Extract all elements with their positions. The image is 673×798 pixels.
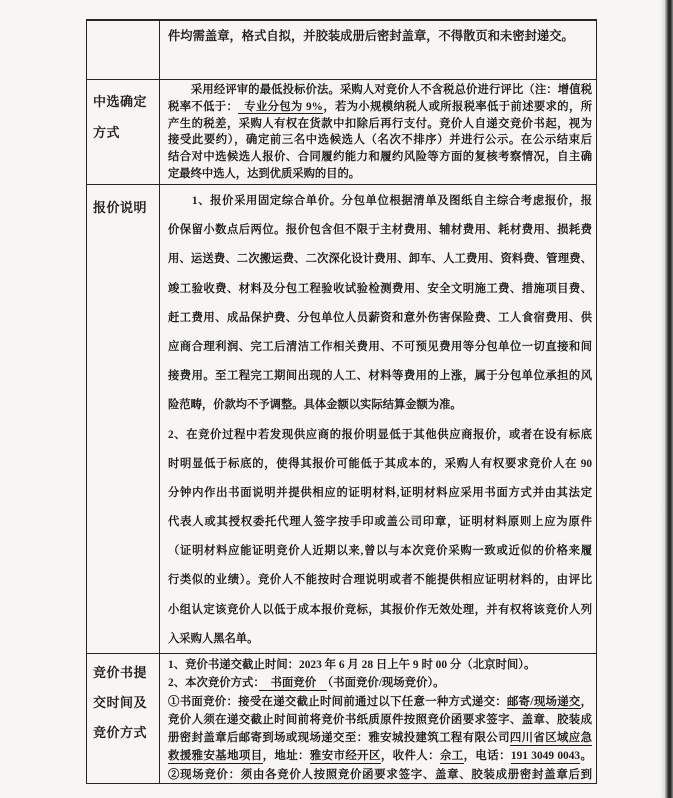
text-line [168,566,592,595]
row-label-quotation-notes: 报价说明 [87,185,160,653]
text-line [168,333,592,362]
scan-edge-shadow [660,0,673,798]
text-segment: 时明显低于标底的，使得其报价可能低于其成本的，采购人有权要求竞价人在 90 [168,457,592,470]
text-segment: ②现场竞价：须由各竞价人按照竞价函要求签字、盖章、胶装成册密封盖章后到 [168,768,592,781]
text-line [168,362,592,391]
text-segment: 2、本次竞价方式： [168,677,260,690]
text-segment: （证明材料应能证明竞价人近期以来,曾以与本次竞价采购一致或近似的价格来履 [168,545,592,558]
text-line [168,656,592,674]
text-line [168,766,592,783]
text-segment: （书面竞价/现场竞价）。 [327,677,445,690]
text-line [168,245,592,274]
text-line [168,99,592,116]
text-line [168,116,592,133]
text-line [168,729,592,747]
text-segment: 代表人或其授权委托代理人签字按手印或盖公司印章，证明材料原则上应为原件 [168,516,592,529]
underlined-text: 书面竞价 [259,677,328,690]
text-line [168,27,592,45]
underlined-text: 救援雅安基地项目 [168,750,263,763]
text-segment: ， [580,695,592,708]
text-line [168,391,592,420]
row-content-quotation-notes [160,185,596,653]
text-segment: 1、报价采用固定综合单价。分包单位根据清单及图纸自主综合考虑报价，报 [168,195,592,207]
text-segment: 赶工费用、成品保护费、分包单位人员薪资和意外伤害保险费、工人食宿费用、供 [168,311,592,324]
text-segment: 件均需盖章，格式自拟，并胶装成册后密封盖章，不得散页和未密封递交。 [168,29,574,43]
text-segment: 小组认定该竞价人以低于成本报价竞标，其报价作无效处理，并有权将该竞价人列 [168,603,592,616]
row-label-selection-method: 中选确定方式 [87,80,160,184]
table-row-submission-time-method [87,654,596,784]
text-segment: 定最终中选人，达到优质采购的目的。 [168,167,361,180]
text-segment: 应商合理利润、完工后清洁工作相关费用、不可预见费用等分包单位一切直接和间 [168,340,592,353]
text-segment: 分钟内作出书面说明并提供相应的证明材料,证明材料应采用书面方式并由其法定 [168,486,592,499]
text-segment: 2、在竞价过程中若发现供应商的报价明显低于其他供应商报价，或者在设有标底 [168,428,592,441]
table-row-quotation-notes [87,185,596,654]
text-segment: 册密封盖章后邮寄到场或现场递交至：雅安城投建筑工程有限公司 [168,732,510,745]
text-line [168,275,592,304]
bidding-terms-table [86,19,597,784]
underlined-text: 佘工 [439,750,464,763]
text-line [168,537,592,566]
text-line [168,187,592,216]
row-label-submission-time-method: 竞价书提交时间及竞价方式 [87,654,160,783]
text-segment: 产生的税差，采购人有权在货款中扣除后再行支付。竞价人自递交竞价书起，视为 [168,117,592,130]
text-segment: 结合对中选候选人报价、合同履约能力和履约风险等方面的复核考察情况，自主确 [168,151,592,164]
table-row-continuation [87,21,596,80]
table-row-selection-method [87,80,596,185]
text-segment: 。 [580,750,592,763]
row-content-continuation [160,21,596,79]
row-label-empty [87,21,160,79]
text-line [168,82,592,99]
text-segment: 采用经评审的最低投标价法。采购人对竞价人不含税总价进行评比（注：增值税 [168,84,592,96]
underlined-text: 邮寄/现场递交 [506,695,581,708]
text-line [168,711,592,729]
text-line [168,508,592,537]
text-segment: ①书面竞价：接受在递交截止时间前通过以下任意一种方式递交： [168,695,507,708]
text-line [168,304,592,333]
underlined-text: 雅安市经开区 [309,750,381,763]
text-segment: ，电话： [463,750,511,763]
text-segment: 入采购人黑名单。 [168,632,259,645]
text-segment: 1、竞价书递交截止时间：2023 年 6 月 28 日上午 9 时 00 分（北京时间）。 [168,659,536,671]
text-line [168,450,592,479]
text-line [168,747,592,765]
underlined-text: 四川省区域应急 [509,732,592,745]
underlined-text: 专业分包为 9% [238,100,323,113]
text-segment: 接费用。至工程完工期间出现的人工、材料等费用的上涨，属于分包单位承担的风 [168,370,592,383]
text-segment: 行类似的业绩）。竞价人不能按时合理说明或者不能提供相应证明材料的，由评比 [168,574,592,587]
text-segment: 竞价人须在递交截止时间前将竞价书纸质原件按照竞价函要求签字、盖章、胶装成 [168,713,592,726]
text-segment: ，若为小规模纳税人或所报税率低于前述要求的，所 [322,100,592,113]
text-segment: 税率不低于： [168,100,239,113]
text-line [168,625,592,653]
text-segment: 接受此要约），确定前三名中选候选人（名次不排序）并进行公示。在公示结束后 [168,134,592,147]
text-line [168,149,592,166]
text-line [168,596,592,625]
text-segment: ，地址： [262,750,310,763]
row-content-submission-time-method [160,654,596,783]
underlined-text: 191 3049 0043 [510,750,581,763]
row-content-selection-method [160,80,596,184]
text-line [168,216,592,245]
text-segment: 竣工验收费、材料及分包工程验收试验检测费用、安全文明施工费、措施项目费、 [168,282,592,295]
text-line [168,421,592,450]
text-line [168,674,592,692]
text-line [168,166,592,183]
text-segment: 价保留小数点后两位。报价包含但不限于主材费用、辅材费用、耗材费用、损耗费 [168,224,592,237]
text-segment: ，收件人： [380,750,440,763]
text-segment: 用、运送费、二次搬运费、二次深化设计费用、卸车、人工费用、资料费、管理费、 [168,253,592,266]
text-segment: 险范畴，价款均不予调整。具体金额以实际结算金额为准。 [168,399,462,412]
text-line [168,693,592,711]
text-line [168,132,592,149]
text-line [168,479,592,508]
